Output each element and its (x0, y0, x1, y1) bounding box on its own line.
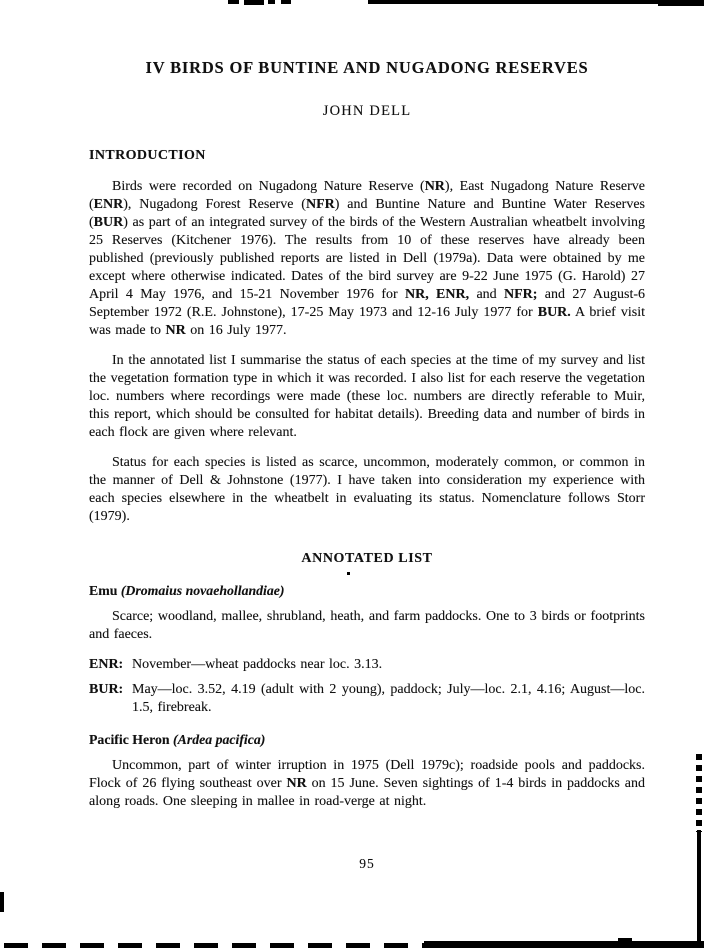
record-row-bur (89, 681, 645, 717)
scan-artifact-right-dashes (696, 754, 702, 832)
scan-artifact-top-fragment (244, 0, 264, 5)
intro-paragraph-1: Birds were recorded on Nugadong Nature Reserve (NR), East Nugadong Nature Reserve (ENR), Nugadong Forest Reserve (NFR) and Buntine Nature and Buntine Water Reserves (BUR) as part of an integrated survey of the birds of the Western Australian wheatbelt involving 25 Reserves (Kitchener 1976). The results from 10 of these reserves have already been published (previously published reports are listed in Dell (1979a). Data were obtained by me except where otherwise indicated. Dates of the bird survey are 9-22 June 1975 (G. Harold) 27 April 4 May 1976, and 15-21 November 1976 for NR, ENR, and NFR; and 27 August-6 September 1972 (R.E. Johnstone), 17-25 May 1973 and 12-16 July 1977 for BUR. A brief visit was made to NR on 16 July 1977. (89, 179, 646, 338)
page-title: IV BIRDS OF BUNTINE AND NUGADONG RESERVES (145, 58, 589, 77)
author-name: JOHN DELL (322, 103, 412, 119)
species-heading-emu (89, 582, 645, 600)
scan-artifact-bottom-dashes (4, 943, 424, 948)
intro-paragraph-3: Status for each species is listed as scarce, uncommon, moderately common, or common in the manner of Dell & Johnstone (1977). I have taken into consideration my experience with each species elsewhere in the wheatbelt in evaluating its status. Nomenclature follows Storr (1979). (89, 455, 645, 524)
scan-artifact-top-bar-end (658, 0, 704, 6)
scan-artifact-top-bar (368, 0, 660, 4)
species-name: Emu (89, 583, 118, 598)
species-description-emu: Scarce; woodland, mallee, shrubland, heath, and farm paddocks. One to 3 birds or footprints and faeces. (89, 609, 645, 642)
record-row-enr (89, 656, 645, 674)
scan-artifact-right-line (697, 830, 701, 948)
species-latin-name: (Ardea pacifica) (173, 732, 266, 747)
intro-paragraph-2: In the annotated list I summarise the status of each species at the time of my survey and list the vegetation formation type in which it was recorded. I also list for each reserve the vegetation loc. numbers where recordings were made (these loc. numbers are directly referable to Muir, this report, which should be consulted for habitat details). Breeding data and number of birds in each flock are given where relevant. (89, 353, 645, 440)
scan-artifact-bottom-bump (618, 938, 632, 943)
page-number: 95 (359, 856, 375, 871)
species-latin-name: (Dromaius novaehollandiae) (120, 583, 285, 598)
page-content (89, 58, 646, 871)
section-heading-introduction: INTRODUCTION (89, 148, 206, 163)
scan-artifact-top-fragment (281, 0, 291, 4)
record-text-bur: May—loc. 3.52, 4.19 (adult with 2 young), paddock; July—loc. 2.1, 4.16; August—loc. 1.5, firebreak. (132, 682, 645, 715)
species-name: Pacific Heron (89, 732, 170, 747)
species-description-pacific-heron: Uncommon, part of winter irruption in 1975 (Dell 1979c); roadside pools and paddocks. Flock of 26 flying southeast over NR on 15 June. Seven sightings of 1-4 birds in paddocks and along roads. One sleeping in mallee in road-verge at night. (89, 758, 645, 809)
scan-artifact-left-mark (0, 892, 4, 912)
record-text-enr: November—wheat paddocks near loc. 3.13. (132, 657, 383, 672)
scan-artifact-top-fragment (228, 0, 239, 4)
species-heading-pacific-heron (89, 731, 645, 749)
reserve-label-enr: ENR: (89, 657, 124, 672)
scan-artifact-stray-dot (347, 572, 350, 575)
reserve-label-bur: BUR: (89, 682, 124, 697)
scan-artifact-top-fragment (268, 0, 275, 4)
section-heading-annotated-list: ANNOTATED LIST (301, 551, 433, 566)
scan-artifact-bottom-bar (424, 941, 704, 948)
